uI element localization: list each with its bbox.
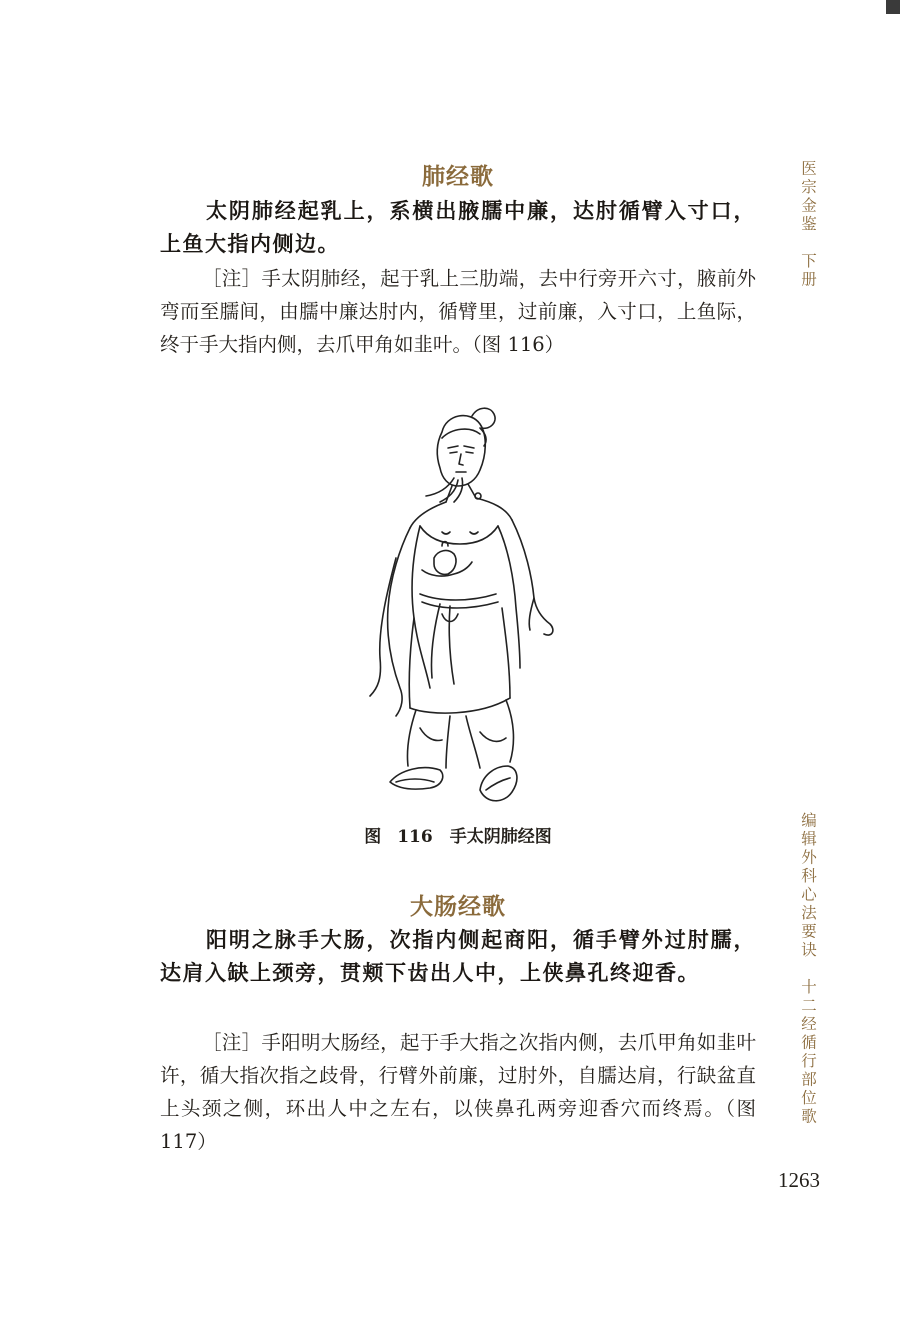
note-lung-meridian: ［注］手太阴肺经，起于乳上三肋端，去中行旁开六寸，腋前外弯而至臑间，由臑中廉达肘内，循臂里，过前廉，入寸口，上鱼际，终于手大指内侧，去爪甲角如韭叶。（图 116）: [160, 267, 756, 356]
verse-large-intestine-meridian: 阳明之脉手大肠，次指内侧起商阳，循手臂外过肘臑，达肩入缺上颈旁，贯颊下齿出人中，上侠鼻孔终迎香。: [160, 927, 756, 985]
verse-lung-meridian: 太阴肺经起乳上，系横出腋臑中廉，达肘循臂入寸口，上鱼大指内侧边。: [160, 198, 756, 256]
section-title-large-intestine-meridian: 大肠经歌: [410, 893, 506, 920]
side-header-chapter-title: 编辑外科心法要诀 十二经循行部位歌: [799, 812, 817, 1127]
corner-mark: [886, 0, 900, 14]
page-number: 1263: [778, 1168, 820, 1192]
meridian-figure-illustration: [330, 398, 570, 818]
note-large-intestine-meridian: ［注］手阳明大肠经，起于手大指之次指内侧，去爪甲角如韭叶许，循大指次指之歧骨，行臂外前廉，过肘外，自臑达肩，行缺盆直上头颈之侧，环出人中之左右，以侠鼻孔两旁迎香穴而终焉。（图 117）: [160, 1031, 756, 1153]
side-header-book-title: 医宗金鉴 下册: [799, 160, 817, 290]
section-title-lung-meridian: 肺经歌: [422, 163, 494, 190]
figure-caption: 图 116 手太阴肺经图: [364, 827, 552, 847]
